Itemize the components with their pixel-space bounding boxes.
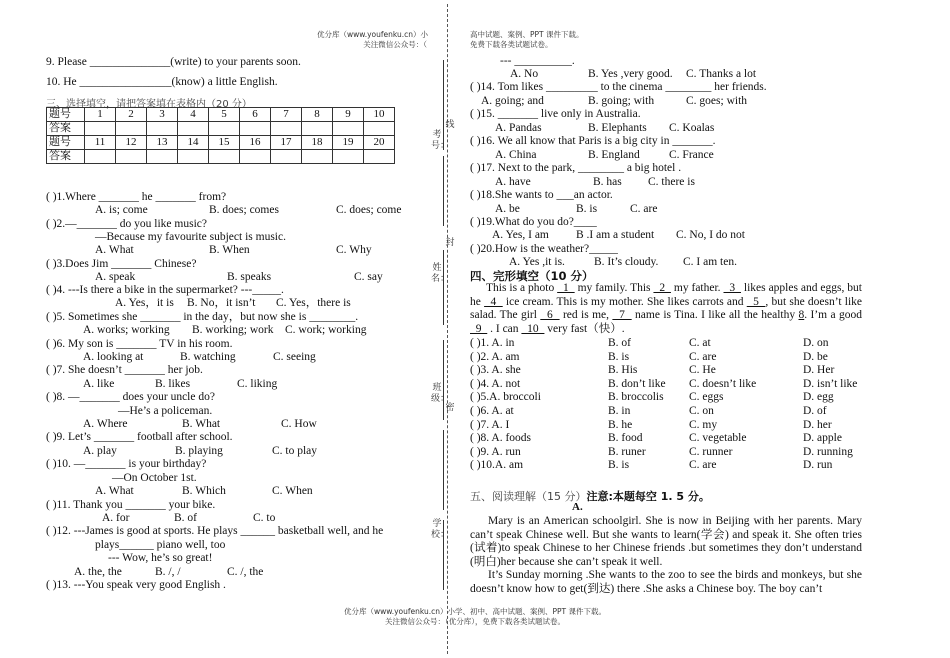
- question-number-cell: 10: [364, 108, 395, 122]
- cloze-option: B. His: [608, 364, 638, 377]
- header-left-line2: 关注微信公众号：（: [363, 40, 427, 49]
- question-line: C. to play: [272, 445, 318, 457]
- answer-cell[interactable]: [116, 122, 147, 136]
- question-line: A. play: [83, 445, 117, 457]
- name-label: 姓名：: [431, 263, 450, 284]
- class-label: 班级：: [431, 383, 450, 404]
- question-line: A. No: [510, 68, 539, 80]
- cloze-option: B. is: [608, 459, 630, 472]
- answer-cell[interactable]: [364, 122, 395, 136]
- cloze-option: D. be: [803, 350, 828, 363]
- question-line: B. going; with: [588, 95, 655, 107]
- cloze-question: ( )2. A. am: [470, 350, 520, 363]
- question-line: ( )13. ---You speak very good English .: [46, 579, 226, 591]
- section5-title: [470, 488, 710, 504]
- question-line: B. Elephants: [588, 122, 647, 134]
- question-line: B. working; work: [192, 324, 274, 336]
- question-line: ( )12. ---James is good at sports. He plays ______ basketball well, and he: [46, 525, 384, 537]
- passage-a-label: A.: [572, 501, 583, 513]
- question-line: ( )3.Does Jim _______ Chinese?: [46, 258, 197, 270]
- question-line: --- __________.: [500, 55, 575, 67]
- answer-cell[interactable]: [240, 122, 271, 136]
- question-number-cell: 6: [240, 108, 271, 122]
- question-number-cell: 14: [178, 136, 209, 150]
- cloze-option: D. isn’t like: [803, 377, 858, 390]
- question-line: C. work; working: [285, 324, 367, 336]
- cloze-option: C. vegetable: [689, 432, 747, 445]
- section5-note: 注意:本题每空 1. 5 分。: [586, 490, 710, 503]
- table-header-cell: 答案: [47, 122, 85, 136]
- cloze-text: my family. This: [574, 282, 654, 294]
- cloze-option: D. apple: [803, 432, 842, 445]
- question-line: C. How: [281, 418, 317, 430]
- question-line: C. France: [669, 149, 714, 161]
- question-line: C. there is: [648, 176, 695, 188]
- question-line: C. When: [272, 485, 313, 497]
- question-line: B. of: [174, 512, 197, 524]
- question-line: —Because my favourite subject is music.: [95, 231, 286, 243]
- question-line: B .I am a student: [576, 229, 655, 241]
- binding-dashed-line: [447, 4, 448, 654]
- question-line: A. China: [495, 149, 537, 161]
- answer-cell[interactable]: [333, 122, 364, 136]
- cloze-option: D. on: [803, 337, 829, 349]
- question-line: ( )9. Let’s _______ football after school.: [46, 431, 233, 443]
- cloze-blank[interactable]: 4: [484, 295, 503, 308]
- cloze-option: D. egg: [803, 391, 834, 404]
- question-number-cell: 7: [271, 108, 302, 122]
- question-line: ( )4. ---Is there a bike in the supermarket? ---_____.: [46, 284, 284, 296]
- cloze-question: ( )10.A. am: [470, 459, 524, 472]
- question-line: C. I am ten.: [683, 256, 737, 268]
- cloze-question: ( )3. A. she: [470, 364, 521, 377]
- cloze-passage: [470, 282, 862, 336]
- footer-line2: 关注微信公众号：（优分库），免费下载各类试题试卷。: [385, 617, 565, 626]
- cloze-text: my father.: [670, 282, 724, 294]
- cloze-text: ice cream. This is my mother. She likes carrots and: [502, 295, 747, 308]
- answer-cell[interactable]: [85, 122, 116, 136]
- cloze-option: C. doesn’t like: [689, 377, 757, 390]
- question-line: B. likes: [155, 378, 191, 390]
- section5-title-text: 五、阅读理解（15 分）: [470, 490, 587, 503]
- seal-mark-2: 密: [445, 403, 455, 413]
- question-line: A. looking at: [83, 351, 144, 363]
- cloze-question: ( )5.A. broccoli: [470, 391, 541, 404]
- header-right-line2: 免费下载各类试题试卷。: [470, 40, 553, 49]
- answer-cell[interactable]: [302, 150, 333, 164]
- reading-paragraph-1: Mary is an American schoolgirl. She is now in Beijing with her parents. Mary can’t speak Chinese well. But she wants to learn(学会) and speak it. She often tries (试着)to speak Chinese to her Chinese friends .but sometimes they don’t understand (明白)her because she can’t speak it well.: [470, 515, 862, 568]
- question-line: ( )6. My son is _______ TV in his room.: [46, 338, 233, 350]
- header-right: [470, 30, 584, 50]
- exam-number-label: 考号：: [431, 130, 450, 151]
- question-line: plays______ piano well, too: [95, 539, 226, 551]
- question-line: C. Koalas: [669, 122, 715, 134]
- question-number-cell: 9: [333, 108, 364, 122]
- question-line: C. /, the: [227, 566, 264, 578]
- question-line: —He’s a policeman.: [118, 405, 213, 417]
- question-number-cell: 20: [364, 136, 395, 150]
- question-line: ( )14. Tom likes _________ to the cinema ________ her friends.: [470, 81, 767, 93]
- answer-cell[interactable]: [209, 122, 240, 136]
- cloze-option: C. are: [689, 459, 717, 472]
- question-number-cell: 13: [147, 136, 178, 150]
- question-line: A. Yes, I am: [492, 229, 549, 241]
- table-row: [47, 108, 395, 122]
- question-line: B. When: [209, 244, 250, 256]
- school-label: 学校：: [431, 519, 450, 540]
- cloze-blank[interactable]: 7: [612, 309, 632, 322]
- question-line: ( )19.What do you do?____: [470, 216, 597, 228]
- answer-cell[interactable]: [147, 150, 178, 164]
- table-row: [47, 122, 395, 136]
- question-line: ( )1.Where _______ he _______ from?: [46, 191, 227, 203]
- table-header-cell: 题号: [47, 136, 85, 150]
- question-number-cell: 11: [85, 136, 116, 150]
- question-line: ( )10. —_______ is your birthday?: [46, 458, 207, 470]
- binding-rule-line: [443, 60, 444, 150]
- question-line: A. Yes，it is: [115, 297, 174, 309]
- question-line: C. say: [354, 271, 383, 283]
- answer-cell[interactable]: [209, 150, 240, 164]
- seal-mark: 封: [445, 238, 455, 248]
- cloze-blank[interactable]: 9: [470, 322, 488, 335]
- question-line: B. No，it isn’t: [187, 297, 256, 309]
- cloze-option: D. running: [803, 445, 853, 458]
- cloze-option: D. run: [803, 459, 833, 472]
- question-line: B. is: [576, 203, 598, 215]
- cloze-option: B. in: [608, 405, 631, 417]
- question-line: B. watching: [180, 351, 236, 363]
- question-line: --- Wow, he’s so great!: [108, 552, 213, 564]
- fill-word-9: 9. Please ______________(write) to your parents soon.: [46, 56, 301, 68]
- question-line: B. Yes ,very good.: [588, 68, 673, 80]
- header-right-line1: 高中试题、案例、PPT 课件下载。: [470, 30, 584, 39]
- question-line: ( )18.She wants to ___an actor.: [470, 189, 613, 201]
- cloze-text: . I’m a good: [804, 309, 862, 322]
- question-line: —On October 1st.: [112, 472, 197, 484]
- question-line: A. Where: [83, 418, 128, 430]
- cloze-option: C. are: [689, 350, 717, 363]
- cloze-option: C. at: [689, 337, 711, 349]
- cloze-blank[interactable]: 6: [540, 309, 560, 322]
- question-line: A. going; and: [481, 95, 544, 107]
- cloze-option: D. of: [803, 405, 827, 417]
- question-line: ( )7. She doesn’t _______ her job.: [46, 364, 203, 376]
- cloze-question: ( )1. A. in: [470, 337, 515, 349]
- binding-rule-line: [443, 156, 444, 226]
- question-number-cell: 2: [116, 108, 147, 122]
- cloze-blank[interactable]: 5: [746, 295, 766, 308]
- question-line: C. are: [630, 203, 658, 215]
- cloze-option: C. He: [689, 364, 716, 377]
- cloze-text: red is me,: [559, 309, 613, 322]
- question-line: A. for: [102, 512, 130, 524]
- question-line: A. works; working: [83, 324, 170, 336]
- question-line: B. Which: [182, 485, 226, 497]
- answer-cell[interactable]: [364, 150, 395, 164]
- answer-cell[interactable]: [271, 150, 302, 164]
- binding-rule-line: [443, 250, 444, 325]
- cloze-text: This is a photo: [486, 282, 558, 294]
- question-number-cell: 12: [116, 136, 147, 150]
- question-line: ( )16. We all know that Paris is a big city in _______.: [470, 135, 716, 147]
- question-line: A. be: [495, 203, 520, 215]
- cloze-option: D. Her: [803, 364, 835, 377]
- cloze-question: ( )9. A. run: [470, 445, 521, 458]
- footer: [0, 607, 950, 627]
- cloze-blank[interactable]: 3: [723, 282, 741, 294]
- question-number-cell: 18: [302, 136, 333, 150]
- question-line: A. Pandas: [495, 122, 542, 134]
- question-line: A. the, the: [74, 566, 122, 578]
- question-line: A. like: [83, 378, 115, 390]
- cloze-text: , but she doesn’t like salad. The girl: [470, 295, 863, 322]
- cloze-blank[interactable]: 8: [798, 309, 805, 322]
- cloze-option: B. runer: [608, 445, 646, 458]
- answer-table: [46, 107, 395, 164]
- cloze-option: B. he: [608, 418, 633, 431]
- question-line: ( )2.—_______ do you like music?: [46, 218, 207, 230]
- question-line: B. has: [593, 176, 622, 188]
- question-line: B. /, /: [155, 566, 181, 578]
- answer-cell[interactable]: [116, 150, 147, 164]
- question-line: A. is; come: [95, 204, 148, 216]
- question-line: A. What: [95, 485, 134, 497]
- table-row: [47, 136, 395, 150]
- section4-title: 四、完形填空（10 分）: [470, 269, 594, 283]
- cloze-question: ( )4. A. not: [470, 377, 521, 390]
- question-line: C. to: [253, 512, 276, 524]
- question-number-cell: 4: [178, 108, 209, 122]
- question-line: ( )20.How is the weather?_____: [470, 243, 618, 255]
- answer-cell[interactable]: [240, 150, 271, 164]
- question-line: C. Thanks a lot: [686, 68, 757, 80]
- header-left-line1: 优分库（www.youfenku.cn）小: [317, 30, 429, 39]
- question-line: C. Yes，there is: [276, 297, 351, 309]
- question-line: ( )5. Sometimes she _______ in the day，but now she is ________.: [46, 311, 359, 323]
- question-number-cell: 1: [85, 108, 116, 122]
- question-line: C. No, I do not: [676, 229, 745, 241]
- cloze-option: C. eggs: [689, 391, 724, 404]
- binding-rule-line: [443, 430, 444, 510]
- cloze-option: B. of: [608, 337, 631, 349]
- question-line: C. goes; with: [686, 95, 748, 107]
- question-line: ( )11. Thank you _______ your bike.: [46, 499, 216, 511]
- question-line: C. does; come: [336, 204, 402, 216]
- cloze-option: C. my: [689, 418, 718, 431]
- question-line: B. playing: [175, 445, 223, 457]
- answer-cell[interactable]: [333, 150, 364, 164]
- question-line: ( )8. —_______ does your uncle do?: [46, 391, 215, 403]
- question-line: B. speaks: [227, 271, 272, 283]
- answer-cell[interactable]: [178, 122, 209, 136]
- footer-line1: 优分库（www.youfenku.cn）小学、初中、高中试题、案例、PPT 课件下载。: [343, 607, 607, 616]
- cloze-option: B. don’t like: [608, 377, 666, 390]
- question-line: B. What: [182, 418, 221, 430]
- answer-cell[interactable]: [178, 150, 209, 164]
- header-left: [317, 30, 427, 50]
- cloze-question: ( )8. A. foods: [470, 432, 532, 445]
- question-line: B. England: [588, 149, 640, 161]
- question-number-cell: 5: [209, 108, 240, 122]
- cloze-blank[interactable]: 1: [557, 282, 575, 294]
- question-number-cell: 15: [209, 136, 240, 150]
- question-line: A. have: [495, 176, 531, 188]
- fill-word-10: 10. He ________________(know) a little English.: [46, 76, 278, 88]
- cloze-option: D. her: [803, 418, 832, 431]
- question-number-cell: 16: [240, 136, 271, 150]
- cloze-option: B. food: [608, 432, 643, 445]
- question-line: A. What: [95, 244, 134, 256]
- answer-cell[interactable]: [85, 150, 116, 164]
- table-header-cell: 题号: [47, 108, 85, 122]
- question-number-cell: 19: [333, 136, 364, 150]
- cut-line-mark: 线: [445, 120, 455, 130]
- cloze-question: ( )7. A. I: [470, 418, 510, 431]
- question-line: A. Yes ,it is.: [509, 256, 565, 268]
- answer-cell[interactable]: [271, 122, 302, 136]
- question-number-cell: 3: [147, 108, 178, 122]
- question-line: B. It’s cloudy.: [594, 256, 659, 268]
- answer-cell[interactable]: [147, 122, 178, 136]
- question-line: C. liking: [237, 378, 278, 390]
- question-number-cell: 8: [302, 108, 333, 122]
- cloze-option: C. runner: [689, 445, 733, 458]
- cloze-question: ( )6. A. at: [470, 405, 514, 417]
- cloze-option: C. on: [689, 405, 714, 417]
- question-line: C. Why: [336, 244, 372, 256]
- question-line: C. seeing: [273, 351, 316, 363]
- table-row: [47, 150, 395, 164]
- cloze-option: B. broccolis: [608, 391, 664, 404]
- reading-paragraph-2: It’s Sunday morning .She wants to the zoo to see the birds and monkeys, but she doesn’t know how to get(到达) there .She asks a Chinese boy. The boy can’t: [470, 569, 862, 595]
- cloze-text: . I can: [487, 322, 522, 335]
- cloze-text: likes apples and eggs, but he: [470, 282, 863, 308]
- question-number-cell: 17: [271, 136, 302, 150]
- cloze-text: very fast（快）.: [544, 322, 625, 335]
- cloze-text: name is Tina. I like all the healthy: [631, 309, 799, 322]
- question-line: ( )17. Next to the park, ________ a big hotel .: [470, 162, 682, 174]
- cloze-blank[interactable]: 2: [653, 282, 671, 294]
- section3-title: 三、选择填空，请把答案填在表格内（20 分）: [46, 99, 252, 110]
- table-header-cell: 答案: [47, 150, 85, 164]
- cloze-blank[interactable]: 10: [521, 322, 545, 335]
- cloze-option: B. is: [608, 350, 630, 363]
- answer-cell[interactable]: [302, 122, 333, 136]
- question-line: ( )15. _______ live only in Australia.: [470, 108, 641, 120]
- question-line: A. speak: [95, 271, 136, 283]
- question-line: B. does; comes: [209, 204, 279, 216]
